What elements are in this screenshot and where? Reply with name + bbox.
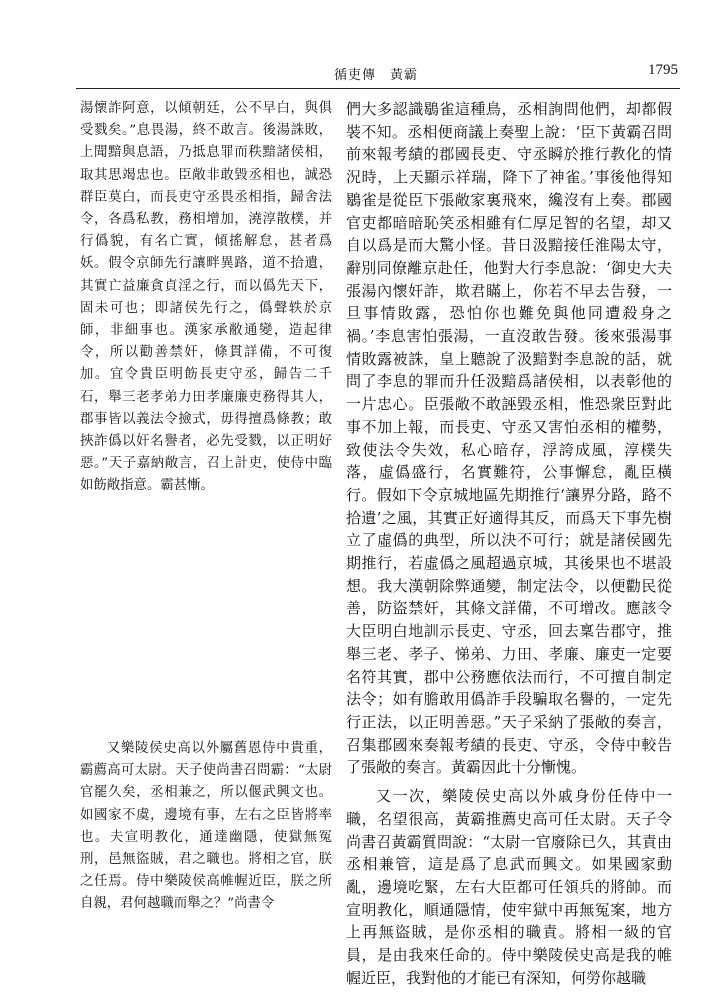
translation-column [346,98,672,989]
page-number: 1795 [648,62,678,78]
header-rule [76,88,680,89]
translation-paragraph-2-block [346,785,672,989]
running-header-title: 循吏傳 黃霸 [334,68,419,83]
original-paragraph-2-block [80,738,332,916]
running-header [76,64,678,86]
translation-paragraph-2: 又一次，樂陵侯史高以外戚身份任侍中一職，名望很高，黃霸推薦史高可任太尉。天子令尚書召黃霸質問說：“太尉一官廢除已久，其責由丞相兼管，這是爲了息武而興文。如果國家動亂，邊境吃緊，左右大臣都可任領兵的將帥。而宣明教化，順通隱情，使牢獄中再無冤案，地方上再無盜賊，是你丞相的職責。將相一級的官員，是由我來任命的。侍中樂陵侯史高是我的帷幄近臣，我對他的才能已有深知，何勞你越職 [346,787,672,987]
original-paragraph-2: 又樂陵侯史高以外屬舊恩侍中貴重，霸薦高可太尉。天子使尚書召問霸：“太尉官罷久矣，丞相兼之，所以偃武興文也。如國家不虞，邊境有事，左右之臣皆將率也。夫宣明教化，通達幽隱，使獄無冤刑，邑無盜賊，君之職也。將相之官，朕之任焉。侍中樂陵侯高帷幄近臣，朕之所自親，君何越職而舉之？”尚書令 [80,741,332,912]
original-text-column [80,98,332,912]
translation-paragraph-1: 們大多認識鶡雀這種鳥，丞相詢問他們，却都假裝不知。丞相便商議上奏聖上說：‘臣下黃霸召問前來報考績的郡國長吏、守丞瞬於推行教化的情況時，上天顯示祥瑞，降下了神雀。’事後他得知鶡雀是從臣下張敞家裏飛來，纔沒有上奏。郡國官吏都暗暗恥笑丞相雖有仁厚足智的名望，却又自以爲是而大驚小怪。昔日汲黯接任淮陽太守，辭別同僚離京赴任，他對大行李息說：‘御史大夫張湯內懷奸詐，欺君瞞上，你若不早去告發，一旦事情敗露，恐怕你也難免與他同遭殺身之禍。’李息害怕張湯，一直沒敢告發。後來張湯事情敗露被誅，皇上聽說了汲黯對李息說的話，就問了李息的罪而升任汲黯爲諸侯相，以表彰他的一片忠心。臣張敞不敢誣毀丞相，惟恐衆臣對此事不加上報，而長吏、守丞又害怕丞相的權勢，致使法令失效，私心暗存，浮誇成風，淳樸失落，虛僞盛行，名實難符，公事懈怠，亂臣橫行。假如下令京城地區先期推行‘讓界分路，路不拾遺’之風，其實正好適得其反，而爲天下事先樹立了虛僞的典型，所以決不可行；就是諸侯國先期推行，若虛僞之風超過京城，其後果也不堪設想。我大漢朝除弊通變，制定法令，以便勸民從善，防盜禁奸，其條文詳備，不可增改。應該令大臣明白地訓示長吏、守丞，回去稟告郡守，推舉三老、孝子、悌弟、力田、孝廉、廉吏一定要名符其實，郡中公務應依法而行，不可擅自制定法令；如有膽敢用僞詐手段騙取名譽的，一定先行正法，以正明善惡。”天子采納了張敞的奏言，召集郡國來奏報考績的長吏、守丞，令侍中較告了張敞的奏言。黃霸因此十分慚愧。 [346,100,672,777]
original-paragraph-1: 湯懷詐阿意，以傾朝廷，公不早白，與俱受戮矣。”息畏湯，終不敢言。後湯誅敗，上聞黯與息語，乃抵息罪而秩黯諸侯相，取其思竭忠也。臣敞非敢毀丞相也，誠恐群臣莫白，而長吏守丞畏丞相指，歸舍法令，各爲私教，務相增加，澆淳散樸，并行僞貌，有名亡實，傾搖解怠，甚者爲妖。假令京師先行讓畔異路，道不拾遺，其實亡益廉貪貞淫之行，而以僞先天下，固未可也；即諸侯先行之，僞聲轶於京師，非細事也。漢家承敝通變，造起律令，所以勸善禁奸，條貫詳備，不可復加。宜令貴臣明飭長吏守丞，歸告二千石，舉三老孝弟力田孝廉廉吏務得其人，郡事皆以義法令撿式，毋得擅爲條教；敢挾詐僞以奸名譽者，必先受戮，以正明好惡。”天子嘉納敞言，召上計吏，使侍中臨如飭敞指意。霸甚慚。 [80,101,332,494]
